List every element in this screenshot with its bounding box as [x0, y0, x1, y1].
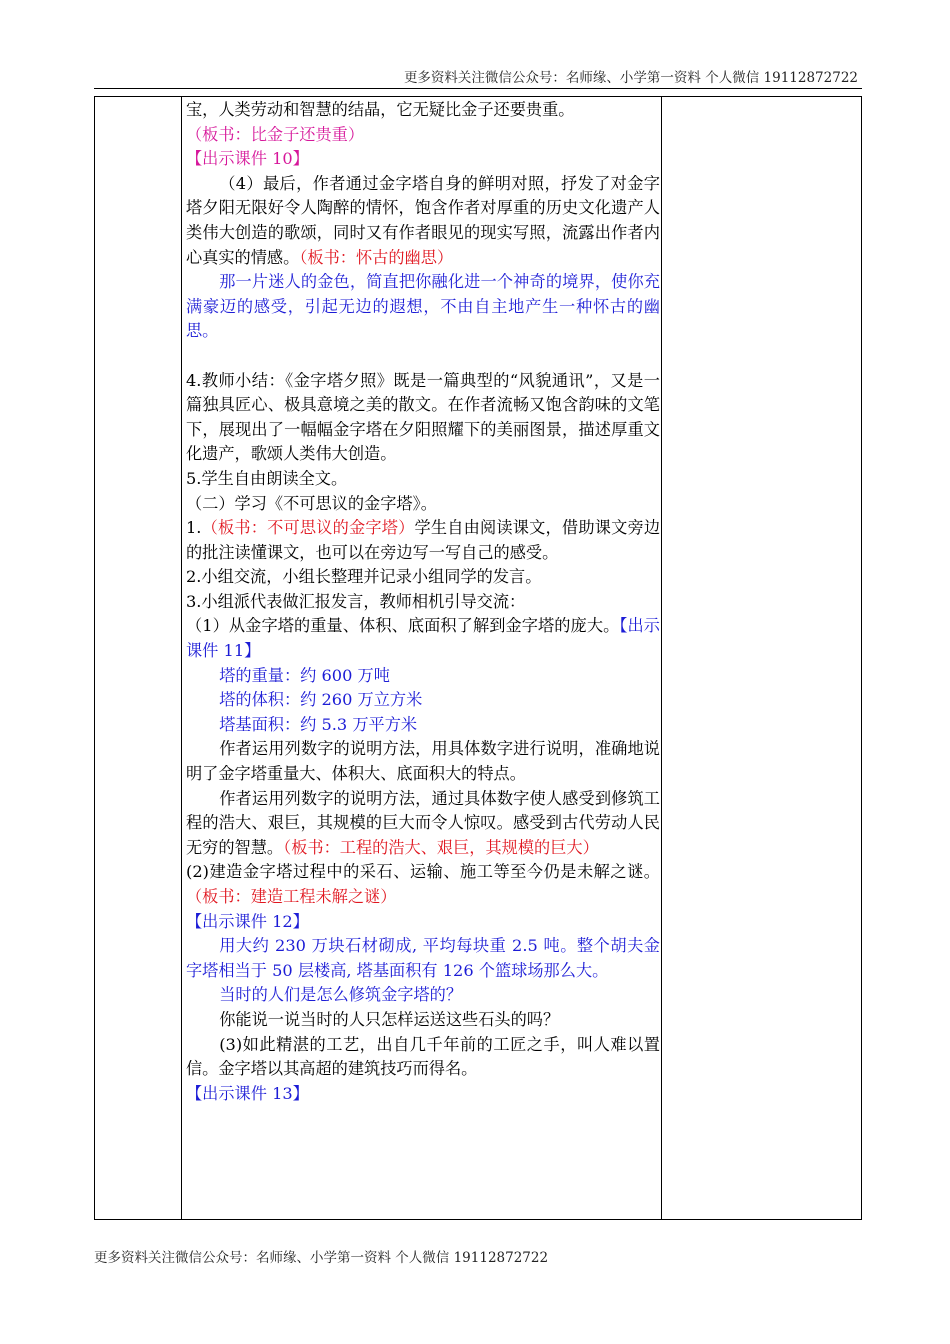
courseware-note: 【出示课件 10】: [186, 149, 309, 169]
paragraph: [186, 516, 660, 565]
blank-line: [186, 344, 660, 369]
paragraph: 宝，人类劳动和智慧的结晶，它无疑比金子还要贵重。: [186, 100, 575, 119]
paragraph: [186, 860, 660, 909]
board-note: （板书：建造工程未解之谜）: [186, 887, 397, 906]
data-line: 塔的重量：约 600 万吨: [219, 665, 390, 685]
page-footer: 更多资料关注微信公众号：名师缘、小学第一资料 个人微信 19112872722: [94, 1250, 549, 1266]
paragraph: [186, 787, 660, 861]
header-rule: [94, 88, 862, 89]
board-note: （板书：工程的浩大、艰巨，其规模的巨大）: [283, 837, 599, 857]
question-line: 当时的人们是怎么修筑金字塔的？: [219, 985, 463, 1005]
courseware-note: 【出示课件 13】: [186, 1083, 309, 1103]
data-line: 塔的体积：约 260 万立方米: [219, 690, 423, 710]
paragraph: 4.教师小结：《金字塔夕照》既是一篇典型的“风貌通讯”，又是一篇独具匠心、极具意境之美的散文。在作者流畅又饱含韵味的文笔下，展现出了一幅幅金字塔在夕阳照耀下的美丽图景，描述厚重文化遗产，歌颂人类伟大创造。: [186, 370, 660, 464]
board-note: （板书：比金子还贵重）: [186, 124, 365, 144]
paragraph: 2.小组交流，小组长整理并记录小组同学的发言。: [186, 567, 542, 587]
paragraph: 3.小组派代表做汇报发言，教师相机引导交流：: [186, 591, 526, 611]
board-note: （板书：怀古的幽思）: [299, 247, 454, 267]
board-note: （板书：不可思议的金字塔）: [201, 518, 415, 538]
lesson-content: [186, 98, 660, 1106]
paragraph-number: 1.: [186, 518, 202, 538]
paragraph-text: 作者运用列数字的说明方法，通过具体数字使人感受到修筑工程的浩大、艰巨，其规模的巨大而令人惊叹。感受到古代劳动人民无穷的智慧。: [186, 788, 660, 857]
paragraph: 作者运用列数字的说明方法，用具体数字进行说明，准确地说明了金字塔重量大、体积大、底面积大的特点。: [186, 739, 660, 784]
courseware-note: 【出示课件 12】: [186, 911, 309, 931]
table-divider-left: [181, 97, 182, 1219]
courseware-note: 【出示课件 11】: [186, 616, 660, 661]
quote-paragraph: 用大约 230 万块石材砌成, 平均每块重 2.5 吨。整个胡夫金字塔相当于 50 层楼高, 塔基面积有 126 个篮球场那么大。: [186, 936, 660, 980]
paragraph: [186, 172, 660, 270]
question-line: 你能说一说当时的人只怎样运送这些石头的吗？: [219, 1009, 560, 1029]
quote-paragraph: 那一片迷人的金色，简直把你融化进一个神奇的境界，使你充满豪迈的感受，引起无边的遐想，不由自主地产生一种怀古的幽思。: [186, 272, 660, 341]
table-divider-right: [661, 97, 662, 1219]
data-line: 塔基面积：约 5.3 万平方米: [219, 714, 418, 734]
paragraph: [186, 614, 660, 663]
paragraph: 5.学生自由朗读全文。: [186, 468, 348, 488]
page-header: 更多资料关注微信公众号：名师缘、小学第一资料 个人微信 19112872722: [403, 70, 858, 86]
paragraph-text: (2)建造金字塔过程中的采石、运输、施工等至今仍是未解之谜。: [186, 862, 660, 882]
paragraph: (3)如此精湛的工艺，出自几千年前的工匠之手，叫人难以置信。金字塔以其高超的建筑技巧而得名。: [186, 1034, 660, 1079]
paragraph-text: （4）最后，作者通过金字塔自身的鲜明对照，抒发了对金字塔夕阳无限好令人陶醉的情怀，饱含作者对厚重的历史文化遗产人类伟大创造的歌颂，同时又有作者眼见的现实写照，流露出作者内心真实的情感。: [186, 173, 660, 267]
paragraph-text: 学生自由阅读课文，借助课文旁边的批注读懂课文，也可以在旁边写一写自己的感受。: [186, 518, 661, 562]
paragraph: （二）学习《不可思议的金字塔》。: [186, 493, 437, 513]
paragraph-text: （1）从金字塔的重量、体积、底面积了解到金字塔的庞大。: [186, 616, 620, 636]
